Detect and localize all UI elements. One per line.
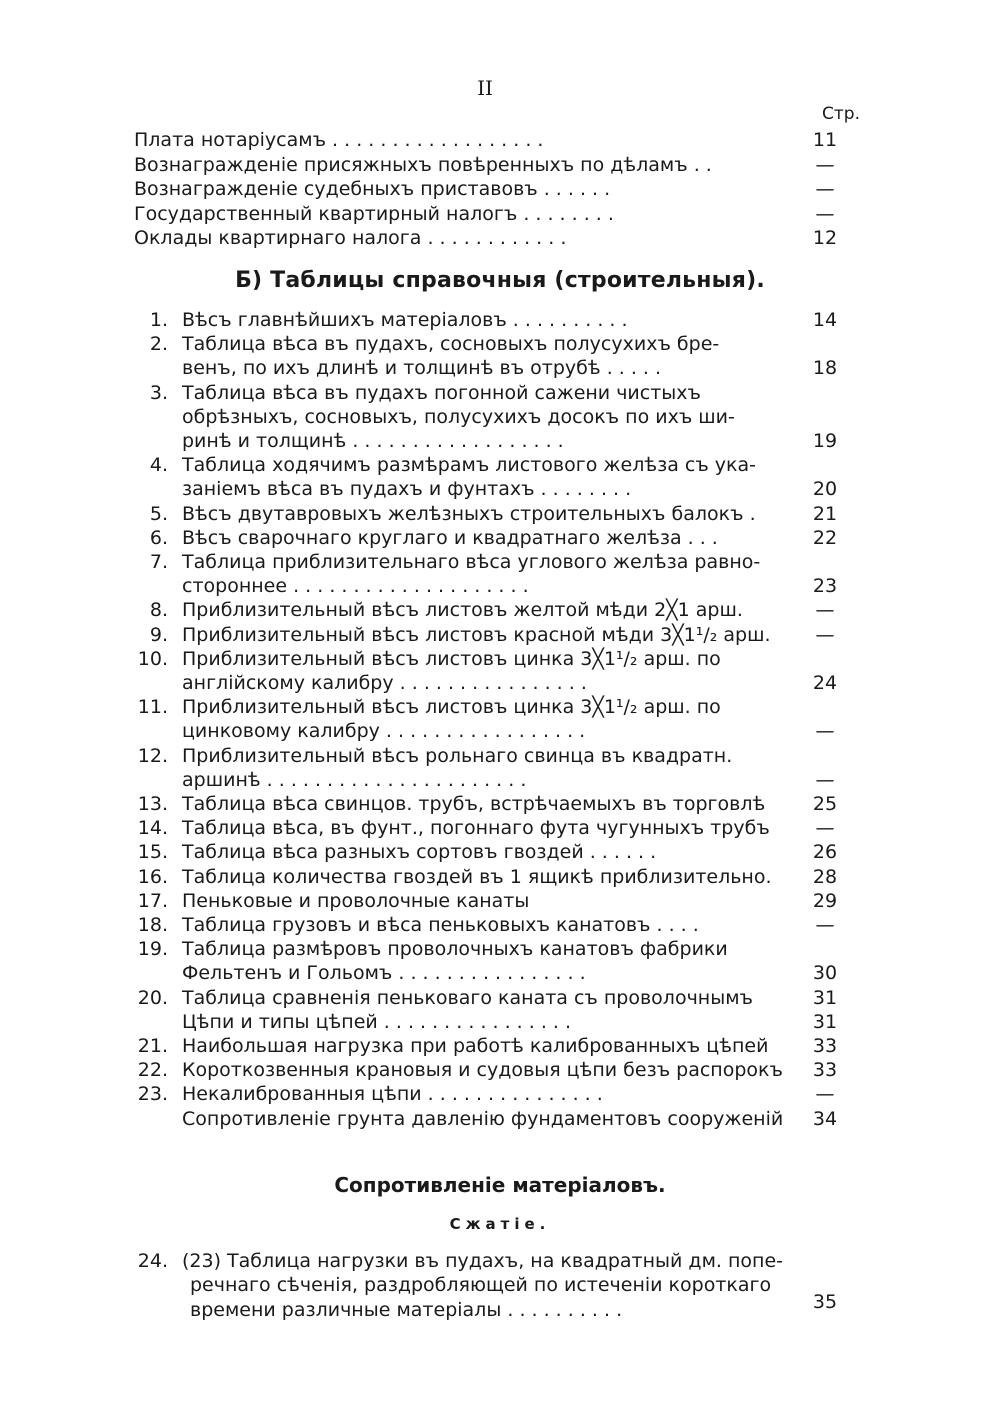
- item-text-line: аршинѣ . . . . . . . . . . . . . . . . . . . . . .: [182, 768, 527, 791]
- item-page: —: [815, 599, 835, 622]
- item-page: 25: [812, 793, 838, 815]
- item-page: 35: [812, 1290, 838, 1313]
- item-number: 16.: [137, 865, 168, 888]
- item-text-line: Таблица вѣса свинцов. трубъ, встрѣчаемыхъ въ торговлѣ: [182, 793, 766, 815]
- front-entry-text: Государственный квартирный налогъ . . . . . . . .: [134, 202, 614, 225]
- item-page: —: [815, 914, 835, 936]
- item-number: 7.: [149, 551, 168, 573]
- item-number: 1.: [149, 309, 168, 331]
- front-entry-text: Вознагражденіе судебныхъ приставовъ . . . . . .: [134, 178, 611, 200]
- item-text-line: Пеньковые и проволочные канаты: [182, 889, 530, 912]
- item-text-line: Приблизительный вѣсъ рольнаго свинца въ квадратн.: [182, 744, 733, 767]
- item-number: 24.: [137, 1249, 168, 1272]
- item-text-line: англійскому калибру . . . . . . . . . . . . . . . .: [182, 672, 587, 694]
- item-text-line: Приблизительный вѣсъ листовъ цинка 3╳1¹/₂ арш. по: [182, 647, 721, 670]
- front-entry-page: 11: [812, 129, 838, 151]
- item-text-line: обрѣзныхъ, сосновыхъ, полусухихъ досокъ по ихъ ши-: [182, 405, 735, 428]
- front-entry-page: 12: [812, 227, 838, 249]
- item-number: 21.: [137, 1035, 168, 1057]
- item-page: —: [815, 768, 835, 791]
- item-text-line: Таблица сравненія пеньковаго каната съ проволочнымъ: [182, 986, 753, 1009]
- item-text-line: Таблица приблизительнаго вѣса углового желѣза равно-: [182, 551, 761, 573]
- item-text-line: Таблица вѣса, въ фунт., погоннаго фута чугунныхъ трубъ: [182, 817, 770, 840]
- item-text-line: Таблица вѣса въ пудахъ погонной сажени чистыхъ: [182, 381, 701, 404]
- item-page: 23: [812, 575, 838, 598]
- item-number: 10.: [137, 647, 168, 670]
- item-page: 33: [812, 1035, 838, 1057]
- item-number: 23.: [137, 1083, 168, 1106]
- item-text-line: (23) Таблица нагрузки въ пудахъ, на квадратный дм. попе-: [182, 1249, 783, 1272]
- item-number: 22.: [137, 1059, 168, 1082]
- item-text-line: Таблица вѣса разныхъ сортовъ гвоздей . . . . . .: [182, 841, 657, 864]
- item-page: 34: [812, 1107, 838, 1130]
- item-number: 3.: [149, 381, 168, 404]
- item-page: 24: [812, 672, 838, 694]
- item-page: 28: [812, 865, 838, 888]
- item-text-line: Таблица вѣса въ пудахъ, сосновыхъ полусухихъ бре-: [182, 333, 720, 356]
- item-page: 31: [812, 986, 838, 1009]
- item-number: 15.: [137, 841, 168, 864]
- item-number: 19.: [137, 938, 168, 961]
- item-page: 22: [812, 526, 838, 549]
- front-entry-page: —: [815, 153, 835, 176]
- item-text-line: Короткозвенныя крановыя и судовыя цѣпи безъ распорокъ: [182, 1059, 783, 1082]
- item-page: 20: [812, 478, 838, 501]
- item-page: 29: [812, 889, 838, 912]
- item-number: 6.: [149, 526, 168, 549]
- item-number: 12.: [137, 744, 168, 767]
- item-page: 30: [812, 962, 838, 985]
- item-text-line: цинковому калибру . . . . . . . . . . . . . . . . .: [182, 720, 586, 743]
- item-number: 5.: [149, 502, 168, 525]
- item-page: —: [815, 1083, 835, 1106]
- front-entry-page: —: [815, 202, 835, 225]
- front-entry-text: Плата нотаріусамъ . . . . . . . . . . . . . . . . . .: [134, 129, 544, 151]
- item-page: 31: [812, 1010, 838, 1033]
- item-text-line: речнаго сѣченія, раздробляющей по истеченіи короткаго: [190, 1274, 772, 1297]
- item-text-line: Вѣсъ двутавровыхъ желѣзныхъ строительныхъ балокъ .: [182, 502, 756, 525]
- page-column-label: Стр.: [822, 104, 860, 124]
- item-page: —: [815, 720, 835, 743]
- item-number: 17.: [137, 889, 168, 912]
- item-page: —: [815, 623, 835, 646]
- item-text-line: Таблица грузовъ и вѣса пеньковыхъ канатовъ . . . .: [182, 914, 699, 936]
- item-text-line: Цѣпи и типы цѣпей . . . . . . . . . . . . . . . .: [182, 1010, 572, 1033]
- item-number: 14.: [137, 817, 168, 840]
- item-page: 26: [812, 841, 838, 864]
- item-text-line: Наибольшая нагрузка при работѣ калиброванныхъ цѣпей: [182, 1035, 769, 1057]
- item-page: 14: [812, 309, 838, 331]
- item-page: —: [815, 817, 835, 840]
- item-text-line: Сопротивленіе грунта давленію фундаментовъ сооруженій: [182, 1107, 784, 1130]
- item-number: 13.: [137, 793, 168, 815]
- item-text-line: ринѣ и толщинѣ . . . . . . . . . . . . . . . . . .: [182, 430, 564, 452]
- item-text-line: Фельтенъ и Гольомъ . . . . . . . . . . . . . . . .: [182, 962, 586, 985]
- item-text-line: венъ, по ихъ длинѣ и толщинѣ въ отрубѣ . . . . .: [182, 357, 662, 380]
- front-entry-page: —: [815, 178, 835, 200]
- item-text-line: Приблизительный вѣсъ листовъ цинка 3╳1¹/₂ арш. по: [182, 696, 721, 719]
- item-page: 21: [812, 502, 838, 525]
- item-text-line: Вѣсъ главнѣйшихъ матеріаловъ . . . . . . . . . .: [182, 309, 628, 331]
- item-page: 19: [812, 430, 838, 452]
- section-c-title: Сопротивленіе матеріаловъ.: [334, 1172, 666, 1197]
- item-text-line: Вѣсъ сварочнаго круглаго и квадратнаго желѣза . . .: [182, 526, 718, 549]
- item-text-line: Приблизительный вѣсъ листовъ желтой мѣди 2╳1 арш.: [182, 599, 743, 622]
- item-number: 4.: [149, 454, 168, 477]
- item-number: 11.: [137, 696, 168, 719]
- front-entry-text: Оклады квартирнаго налога . . . . . . . . . . . .: [134, 227, 567, 249]
- page-number: II: [477, 76, 493, 100]
- item-number: 8.: [149, 599, 168, 622]
- subsection-title: Сжатіе.: [449, 1214, 551, 1233]
- item-text-line: Таблица количества гвоздей въ 1 ящикѣ приблизительно.: [182, 865, 772, 888]
- item-number: 2.: [149, 333, 168, 356]
- item-number: 18.: [137, 914, 168, 936]
- item-text-line: времени различные матеріалы . . . . . . . . . .: [190, 1298, 623, 1321]
- item-text-line: Таблица размѣровъ проволочныхъ канатовъ фабрики: [182, 938, 728, 961]
- section-b-title: Б) Таблицы справочныя (строительныя).: [235, 268, 765, 293]
- item-text-line: стороннее . . . . . . . . . . . . . . . . . . . .: [182, 575, 529, 598]
- front-entry-text: Вознагражденіе присяжныхъ повѣренныхъ по дѣламъ . .: [134, 153, 712, 176]
- item-page: 18: [812, 357, 838, 380]
- item-page: 33: [812, 1059, 838, 1082]
- item-text-line: заніемъ вѣса въ пудахъ и фунтахъ . . . . . . . .: [182, 478, 632, 501]
- item-text-line: Таблица ходячимъ размѣрамъ листового желѣза съ ука-: [182, 454, 757, 477]
- item-text-line: Приблизительный вѣсъ листовъ красной мѣди 3╳1¹/₂ арш.: [182, 623, 771, 646]
- item-number: 9.: [149, 623, 168, 646]
- item-text-line: Некалиброванныя цѣпи . . . . . . . . . . . . . . .: [182, 1083, 603, 1106]
- item-number: 20.: [137, 986, 168, 1009]
